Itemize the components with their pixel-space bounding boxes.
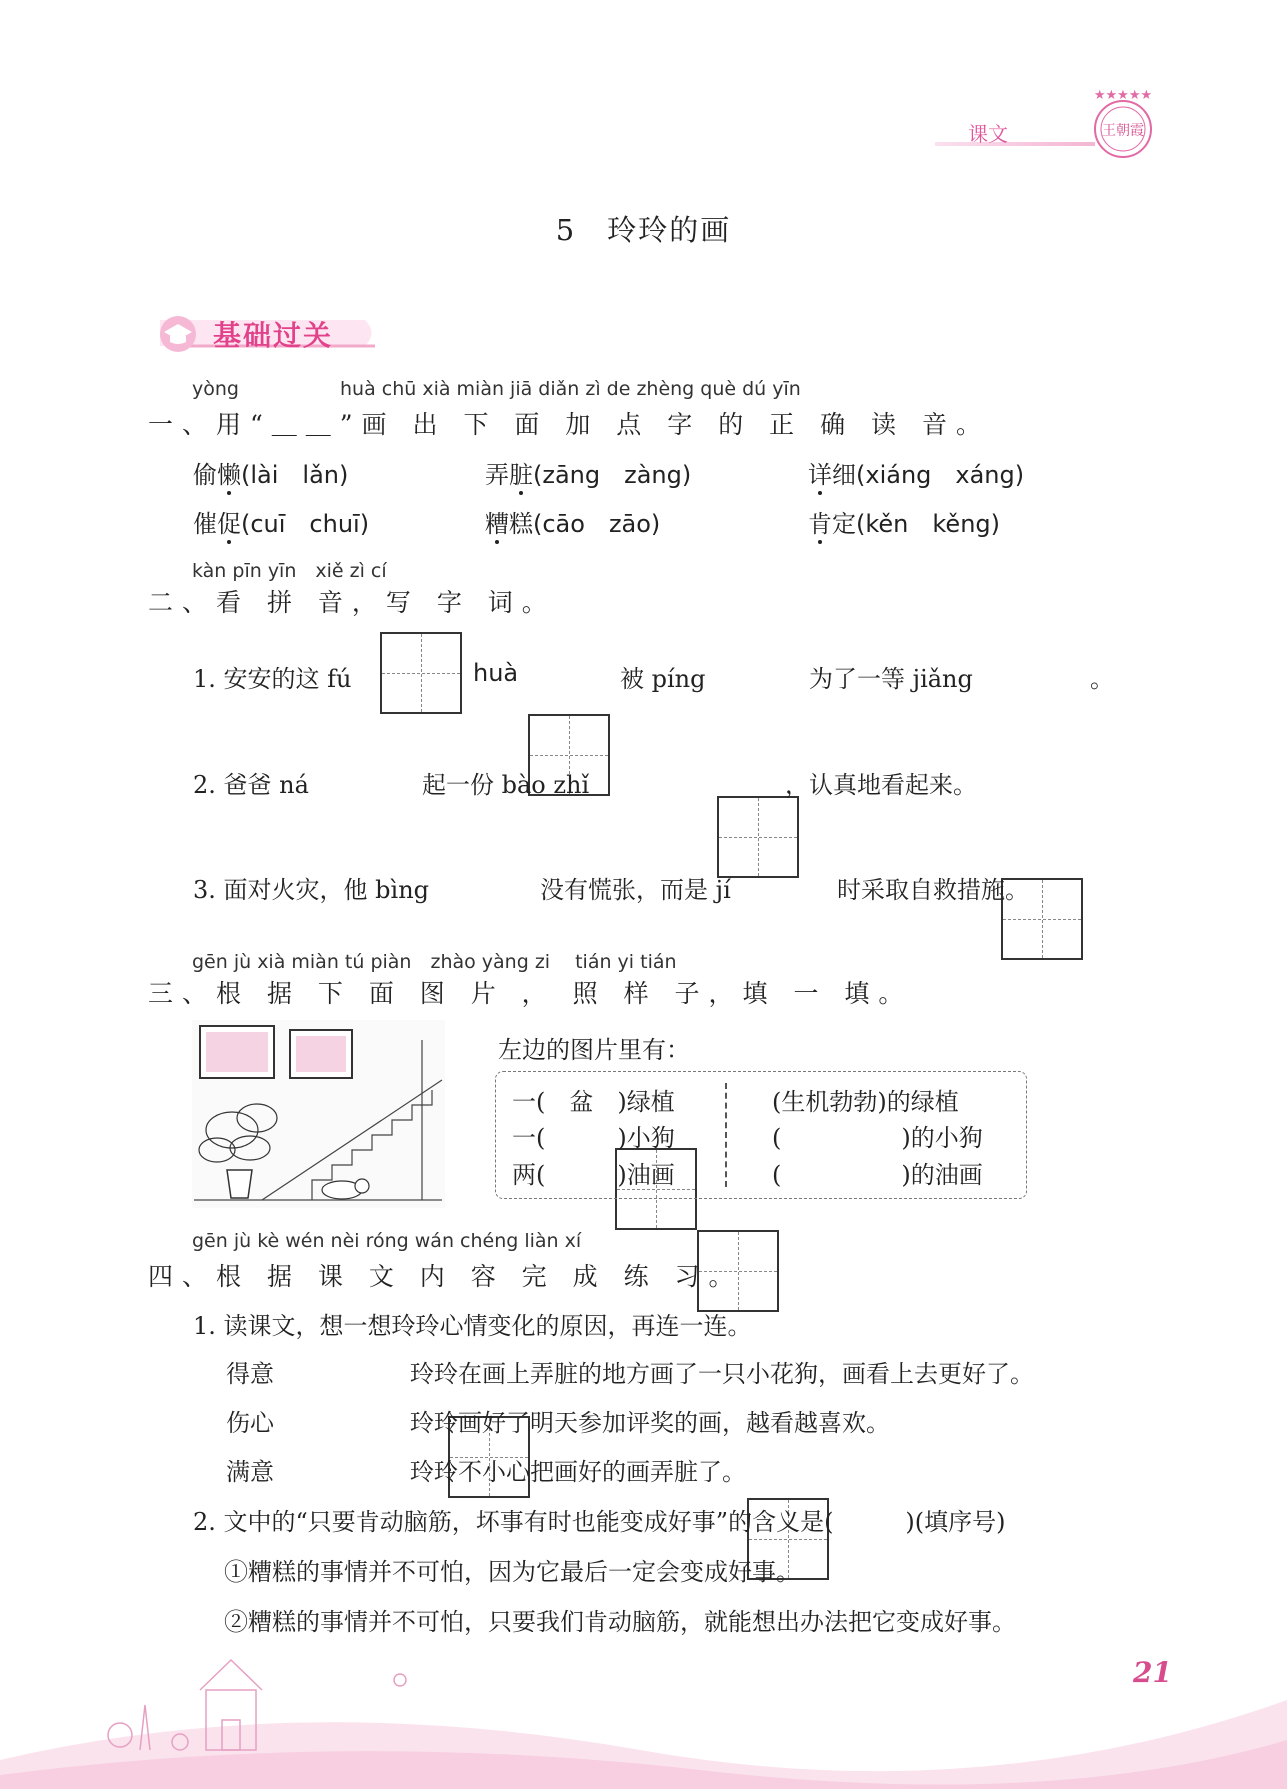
q3-left-1[interactable]: 一( 盆 )绿植	[512, 1088, 675, 1116]
q1-item[interactable]: 偷懒(lài lǎn)	[193, 461, 349, 489]
q2-l3-text-2: 没有慌张，而是 jí	[540, 876, 731, 904]
q2-l3-text-1: 3. 面对火灾，他 bìng	[193, 876, 430, 904]
q4-sub2[interactable]: 2. 文中的“只要肯动脑筋，坏事有时也能变成好事”的含义是( )(填序号)	[193, 1508, 1006, 1536]
room-illustration	[192, 1020, 445, 1208]
q1-item[interactable]: 肯定(kěn kěng)	[808, 510, 1000, 538]
q3-intro: 左边的图片里有：	[498, 1036, 690, 1064]
q2-l1-text-4: 为了一等 jiǎng	[809, 665, 973, 693]
q2-heading: 二、看 拼 音，写 字 词。	[148, 588, 556, 617]
answer-box-divider	[725, 1083, 727, 1187]
footer-decoration	[0, 1630, 1287, 1789]
q2-l1-text-2: huà	[473, 659, 519, 687]
q1-pinyin-2: huà chū xià miàn jiā diǎn zì de zhèng què dú yīn	[340, 378, 801, 400]
q2-l2-text-2: 起一份 bào zhǐ	[422, 771, 590, 799]
q3-right-1[interactable]: (生机勃勃)的绿植	[772, 1088, 959, 1116]
svg-text:王朝霞: 王朝霞	[1102, 123, 1144, 139]
publisher-seal-icon	[1085, 85, 1161, 161]
q3-pinyin: gēn jù xià miàn tú piàn zhào yàng zi tián yi tián	[192, 951, 677, 973]
writing-box[interactable]	[717, 796, 799, 878]
page-number: 21	[1133, 1656, 1172, 1689]
banner-title: 基础过关	[213, 319, 334, 352]
q3-heading: 三、根 据 下 面 图 片 ， 照 样 子，填 一 填。	[148, 979, 913, 1008]
svg-text:★★★★★: ★★★★★	[1093, 88, 1153, 103]
q3-left-3[interactable]: 两( )油画	[512, 1161, 675, 1189]
q1-item[interactable]: 催促(cuī chuī)	[193, 510, 370, 538]
mood-item[interactable]: 得意	[226, 1360, 274, 1388]
q2-l1-text-3: 被 píng	[620, 665, 706, 693]
dotted-char: 糟	[485, 510, 509, 538]
q4-heading: 四、根 据 课 文 内 容 完 成 练 习。	[148, 1262, 743, 1291]
q2-l3-text-3: 时采取自救措施。	[837, 876, 1029, 904]
q4-option-2[interactable]: ②糟糕的事情并不可怕，只要我们肯动脑筋，就能想出办法把它变成好事。	[224, 1608, 1016, 1636]
q1-item[interactable]: 弄脏(zāng zàng)	[485, 461, 692, 489]
q3-left-2[interactable]: 一( )小狗	[512, 1124, 675, 1152]
q4-pinyin: gēn jù kè wén nèi róng wán chéng liàn xí	[192, 1230, 582, 1252]
q1-heading: 一、用“＿＿”画 出 下 面 加 点 字 的 正 确 读 音。	[148, 410, 990, 439]
q4-option-1[interactable]: ①糟糕的事情并不可怕，因为它最后一定会变成好事。	[224, 1558, 800, 1586]
reason-item[interactable]: 玲玲画好了明天参加评奖的画，越看越喜欢。	[410, 1409, 890, 1437]
mood-item[interactable]: 伤心	[226, 1409, 274, 1437]
q4-sub1: 1. 读课文，想一想玲玲心情变化的原因，再连一连。	[193, 1312, 752, 1340]
q3-right-2[interactable]: ( )的小狗	[772, 1124, 983, 1152]
reason-item[interactable]: 玲玲不小心把画好的画弄脏了。	[410, 1458, 746, 1486]
section-label: 课文	[968, 122, 1008, 146]
q2-pinyin: kàn pīn yīn xiě zì cí	[192, 560, 387, 582]
q1-item[interactable]: 详细(xiáng xáng)	[808, 461, 1025, 489]
q2-l2-text-1: 2. 爸爸 ná	[193, 771, 309, 799]
q3-right-3[interactable]: ( )的油画	[772, 1161, 983, 1189]
page-title: 5 玲玲的画	[555, 213, 732, 247]
q2-l2-text-3: ，认真地看起来。	[785, 771, 977, 799]
q2-l1-text-5: 。	[1090, 665, 1114, 693]
q2-l1-text-1: 1. 安安的这 fú	[193, 665, 352, 693]
mood-item[interactable]: 满意	[226, 1458, 274, 1486]
dotted-char: 促	[217, 510, 241, 538]
reason-item[interactable]: 玲玲在画上弄脏的地方画了一只小花狗，画看上去更好了。	[410, 1360, 1034, 1388]
dotted-char: 肯	[808, 510, 832, 538]
dotted-char: 脏	[509, 461, 533, 489]
q1-item[interactable]: 糟糕(cāo zāo)	[485, 510, 661, 538]
dotted-char: 详	[808, 461, 832, 489]
writing-box[interactable]	[380, 632, 462, 714]
q1-pinyin-1: yòng	[192, 378, 239, 400]
dotted-char: 懒	[217, 461, 241, 489]
header-rule	[935, 142, 1095, 146]
